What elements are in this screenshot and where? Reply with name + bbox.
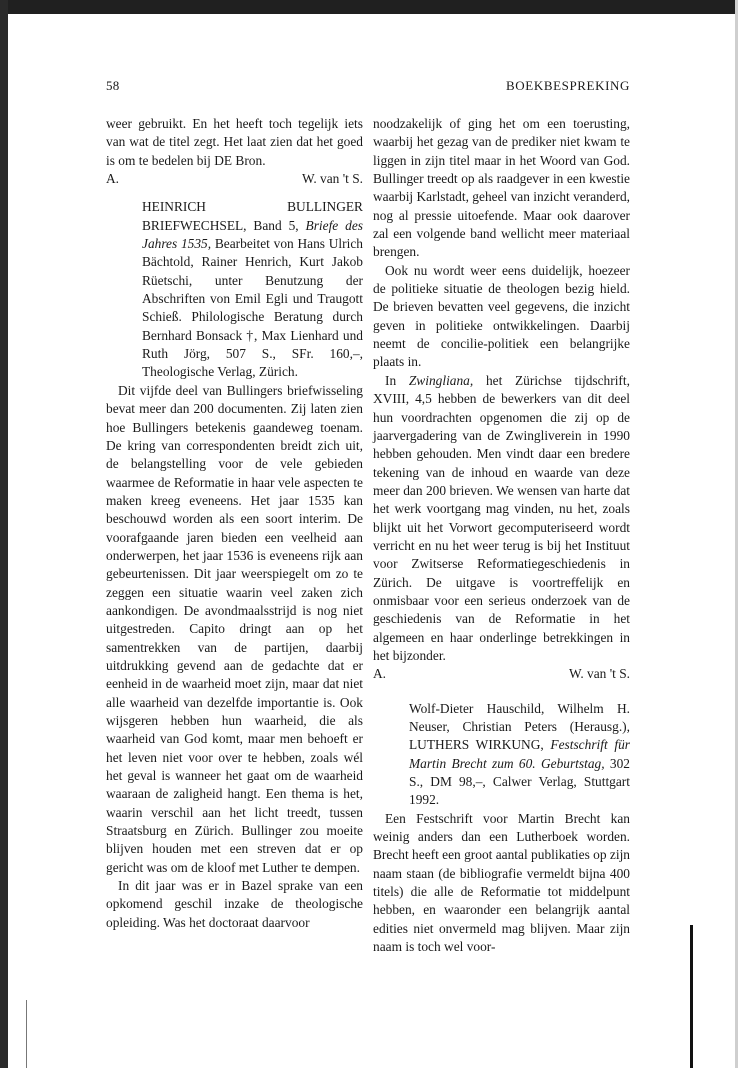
bib-title: HEINRICH BULLINGER BRIEFWECHSEL, Band 5, bbox=[142, 199, 363, 233]
review-paragraph: In dit jaar was er in Bazel sprake van een opkomend geschil inzake de theologische opleiding. Was het doctoraat daarvoor bbox=[106, 878, 363, 930]
review-signature bbox=[106, 170, 363, 188]
bib-italic-title: Festschrift für Martin Brecht zum 60. Geburtstag, bbox=[409, 737, 630, 771]
review-paragraph: Dit vijfde deel van Bullingers briefwisseling bevat meer dan 200 documenten. Zij laten zien hoe Bullingers betekenis gaandeweg toenam. De kring van correspondenten breidt zich uit, de belangstelling voor de vele gebieden waarmee de Reformatie in haar vele aspecten te maken kreeg eveneens. Het jaar 1535 kan beschouwd worden als een soort interim. De voorafgaande jaren bieden een veelheid aan onderwerpen, het jaar 1536 is eveneens rijk aan gebeurtenissen. Dit jaar weerspiegelt om zo te zeggen een situatie waarin veel zaken zich aankondigen. De avondmaalsstrijd is nog niet uitgestreden. Capito dringt aan op het samentrekken van de partijen, daarbij uitdrukking gevend aan de gedachte dat er eenheid in de waarheid moet zijn, maar dat niet alle waarheid van dezelfde importantie is. Ook wijsgeren hebben hun waarheid, die als waarheid van God komt, maar men behoeft er het leven niet voor over te hebben, zoals wél het geval is wanneer het gaat om de waarheid waaraan de zaligheid hangt. Een thema is het, waarin verschil aan het licht treedt, tussen Straatsburg en Zürich. Bullinger zou moeite blijven houden met een streven dat er op gericht was om de kloof met Luther te dempen. bbox=[106, 382, 363, 875]
running-head bbox=[106, 78, 630, 96]
bib-details: Bearbeitet von Hans Ulrich Bächtold, Rainer Henrich, Kurt Jakob Rüetschi, unter Benutzung der Abschriften von Emil Egli und Traugott Schieß. Philologische Beratung durch Bernhard Bonsack †, Max Lienhard und Ruth Jörg, 507 S., SFr. 160,–, Theologische Verlag, Zürich. bbox=[142, 236, 363, 380]
paragraph-body: het Zürichse tijdschrift, XVIII, 4,5 hebben de bewerkers van dit deel hun voordrachten opgenomen die zij op de jaarvergadering van de Zwingliverein in 1990 hebben gehouden. Men vindt daar een bredere tekening van de inhoud en waarde van deze meer dan 200 brieven. We wensen van harte dat het werk voortgang mag vinden, nu het, zoals blijkt uit het Vorwort gecomputeriseerd wordt verricht en nu het weer terug is bij het Instituut voor Zwitserse Reformatiegeschiedenis in Zürich. De uitgave is voortreffelijk en onmisbaar voor een serieus onderzoek van de geschiedenis van de Reformatie in het algemeen en haar onderlinge betrekkingen in het bijzonder. bbox=[373, 372, 630, 663]
section-title: BOEKBESPREKING bbox=[506, 78, 630, 93]
bib-details: 302 S., DM 98,–, Calwer Verlag, Stuttgart 1992. bbox=[409, 755, 630, 808]
review-paragraph bbox=[373, 372, 630, 666]
right-column bbox=[373, 115, 630, 956]
review-paragraph: Een Festschrift voor Martin Brecht kan weinig anders dan een Lutherboek worden. Brecht heeft een groot aantal publikaties op zijn naam staan (de bibliografie vermeldt bijna 400 titels) die alle de Reformatie tot middelpunt hebben, en waaronder een belangrijk aantal edities niet onvermeld mag blijven. Maar zijn naam is toch wel voor- bbox=[373, 810, 630, 955]
bibliographic-entry bbox=[106, 198, 363, 381]
scan-spine-shadow bbox=[690, 925, 693, 1068]
paragraph-lead: In bbox=[385, 372, 397, 388]
carryover-paragraph: weer gebruikt. En het heeft toch tegelijk iets van wat de titel zegt. Het laat zien dat het goed is om te bedelen bij DE Bron. bbox=[106, 116, 363, 168]
signature-initial: A. bbox=[106, 171, 120, 187]
bibliographic-entry bbox=[373, 700, 630, 810]
scan-border-top bbox=[0, 0, 738, 14]
signature-author: W. van 't S. bbox=[301, 171, 363, 187]
page-number: 58 bbox=[106, 78, 120, 93]
signature-author: W. van 't S. bbox=[568, 666, 630, 682]
review-paragraph: Ook nu wordt weer eens duidelijk, hoezeer de politieke situatie de theologen bezig hield. De brieven bevatten veel gegevens, die inzicht geven in politieke ontwikkelingen. Daarbij neemt de concilie-politiek een belangrijke plaats in. bbox=[373, 262, 630, 370]
scan-gutter-mark bbox=[26, 1000, 27, 1068]
left-column bbox=[106, 115, 363, 932]
bib-italic-title: Briefe des Jahres 1535, bbox=[142, 217, 363, 252]
review-signature bbox=[373, 665, 630, 683]
signature-initial: A. bbox=[373, 666, 387, 682]
review-paragraph-continued: noodzakelijk of ging het om een toerusting, waarbij het gezag van de prediker niet kwam te liggen in zijn titel maar in het Woord van God. Bullinger treedt op als raadgever in een kwestie waarbij Karlstadt, geheel van inzicht veranderd, nog al pressie uitoefende. Maar ook daarover zal een volgende band wellicht meer materiaal brengen. bbox=[373, 116, 630, 260]
scan-border-left bbox=[0, 0, 8, 1068]
journal-title: Zwingliana, bbox=[408, 372, 474, 388]
bib-authors: Wolf-Dieter Hauschild, Wilhelm H. Neuser, Christian Peters (Herausg.), LUTHERS WIRKUNG, bbox=[409, 700, 630, 753]
